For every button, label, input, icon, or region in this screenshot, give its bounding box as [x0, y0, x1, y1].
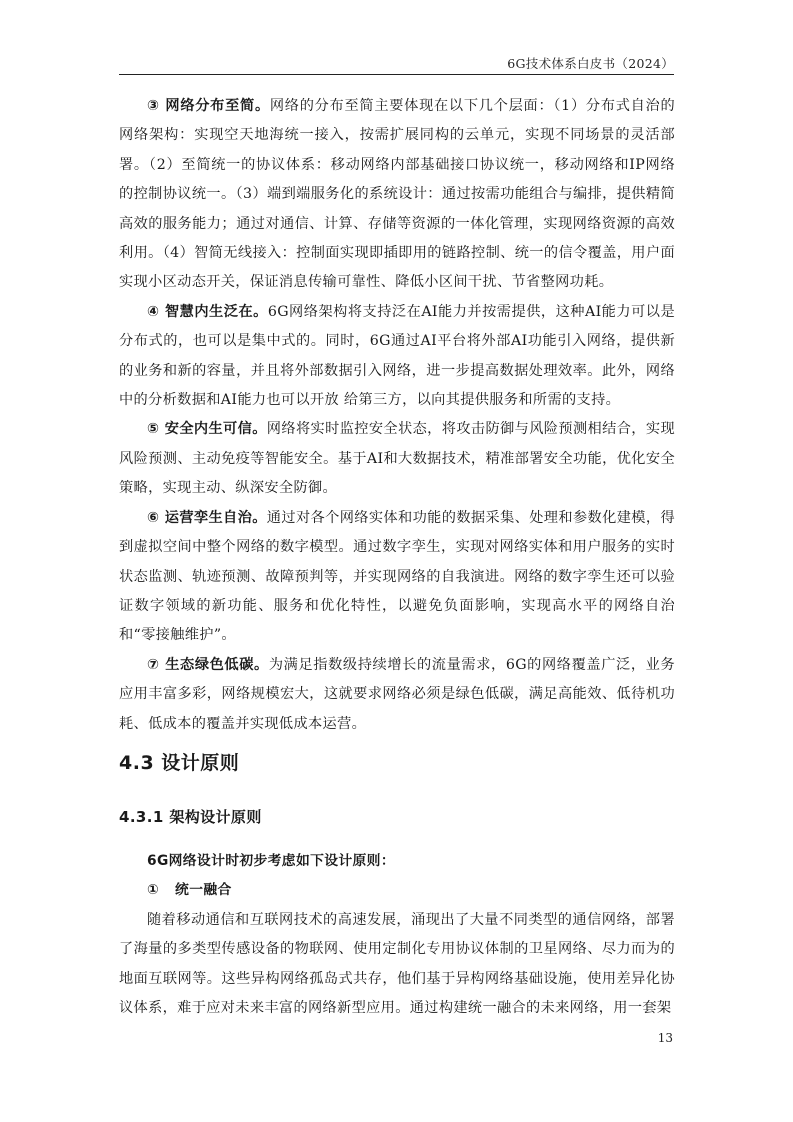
paragraph-lead: ⑥ 运营孪生自治。 — [147, 509, 267, 526]
paragraph-lead: ⑦ 生态绿色低碳。 — [147, 656, 269, 673]
item-paragraph: 随着移动通信和互联网技术的高速发展，涌现出了大量不同类型的通信网络，部署了海量的多类型传感设备的物联网、使用定制化专用协议体制的卫星网络、尽力而为的地面互联网等。这些异构网络孤岛式共存，他们基于异构网络基础设施，使用差异化协议体系，难于应对未来丰富的网络新型应用。通过构建统一融合的未来网络，用一套架 — [119, 911, 675, 1017]
item-label: 统一融合 — [175, 882, 232, 899]
header-title: 6G技术体系白皮书（2024） — [507, 56, 674, 71]
paragraph-text: 通过对各个网络实体和功能的数据采集、处理和参数化建模，得到虚拟空间中整个网络的数字模型。通过数字孪生，实现对网络实体和用户服务的实时状态监测、轨迹预测、故障预判等，并实现网络的自我演进。网络的数字孪生还可以验证数字领域的新功能、服务和优化特性，以避免负面影响，实现高水平的网络自治和“零接触维护”。 — [119, 509, 675, 644]
paragraph-text: 网络的分布至简主要体现在以下几个层面：（1）分布式自治的网络架构：实现空天地海统一接入，按需扩展同构的云单元，实现不同场景的灵活部署。（2）至简统一的协议体系：移动网络内部基础接口协议统一，移动网络和IP网络的控制协议统一。（3）端到端服务化的系统设计：通过按需功能组合与编排，提供精简高效的服务能力；通过对通信、计算、存储等资源的一体化管理，实现网络资源的高效利用。（4）智简无线接入：控制面实现即插即用的链路控制、统一的信令覆盖，用户面实现小区动态开关，保证消息传输可靠性、降低小区间干扰、节省整网功耗。 — [119, 98, 676, 291]
item-number: ① — [147, 882, 160, 899]
paragraph-native-security — [119, 415, 675, 503]
paragraph-text: 6G网络架构将支持泛在AI能力并按需提供，这种AI能力可以是分布式的，也可以是集中式的。同时，6G通过AI平台将外部AI功能引入网络，提供新的业务和新的容量，并且将外部数据引入网络，进一步提高数据处理效率。此外，网络中的分析数据和AI能力也可以开放 给第三方，以向其提供服务和所需的支持。 — [119, 303, 676, 409]
paragraph-text: 网络将实时监控安全状态，将攻击防御与风险预测相结合，实现风险预测、主动免疫等智能安全。基于AI和大数据技术，精准部署安全功能，优化安全策略，实现主动、纵深安全防御。 — [119, 421, 675, 497]
page-header — [119, 52, 674, 75]
page-number: 13 — [657, 1031, 673, 1045]
paragraph-green-low-carbon — [119, 651, 675, 739]
paragraph-text: 为满足指数级持续增长的流量需求，6G的网络覆盖广泛，业务应用丰富多彩，网络规模宏大，这就要求网络必须是绿色低碳，满足高能效、低待机功耗、低成本的覆盖并实现低成本运营。 — [119, 656, 675, 732]
principles-list — [119, 92, 675, 739]
subsection-heading: 4.3.1 架构设计原则 — [119, 808, 262, 826]
intro-line: 6G网络设计时初步考虑如下设计原则： — [147, 853, 395, 869]
paragraph-lead: ③ 网络分布至简。 — [147, 98, 270, 114]
paragraph-digital-twin-operation — [119, 504, 675, 651]
paragraph-native-intelligence — [119, 298, 675, 416]
paragraph-lead: ⑤ 安全内生可信。 — [147, 421, 267, 438]
paragraph-lead: ④ 智慧内生泛在。 — [147, 303, 268, 320]
section-heading: 4.3 设计原则 — [119, 752, 240, 774]
design-principles-content — [119, 847, 675, 1023]
principle-item-heading — [119, 876, 675, 905]
paragraph-network-simplicity — [119, 92, 675, 298]
